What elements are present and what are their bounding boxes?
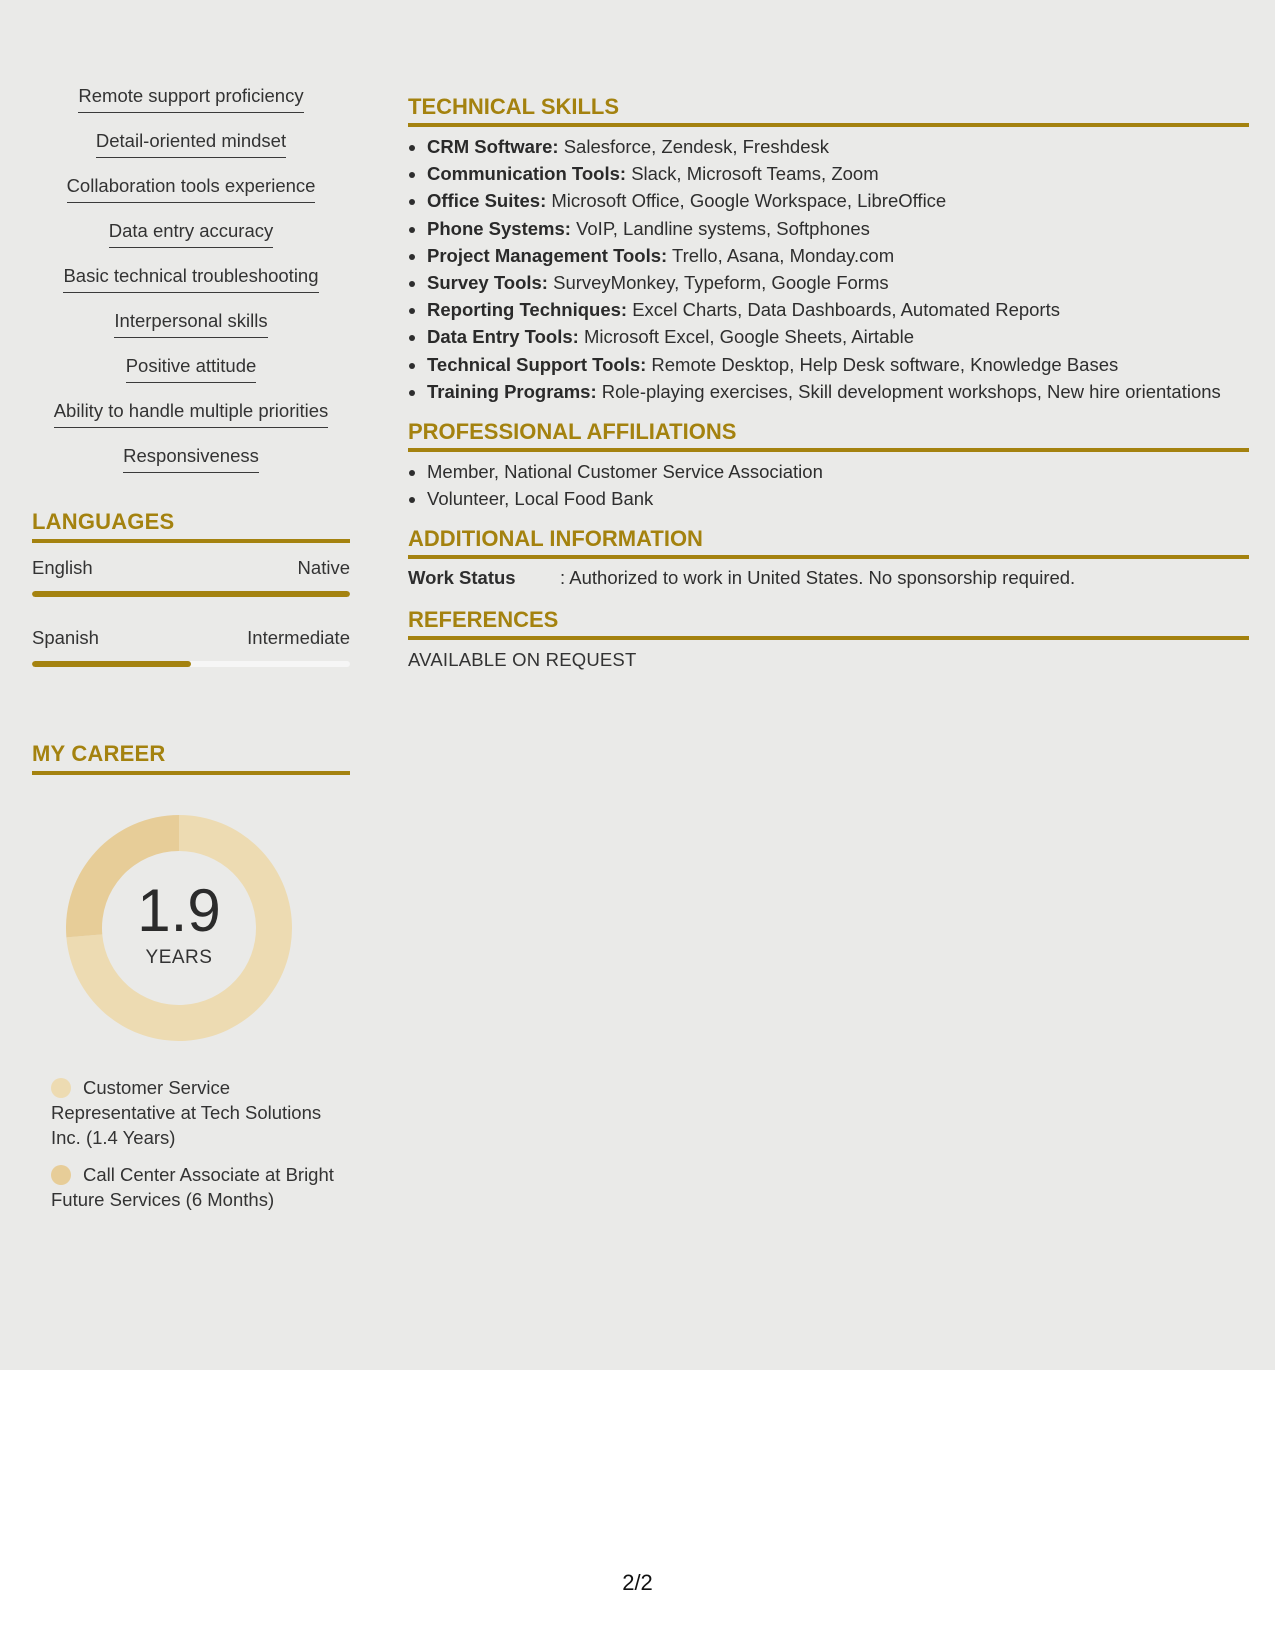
technical-skill-label: Survey Tools: xyxy=(427,272,548,294)
technical-skills-list xyxy=(408,133,1249,405)
language-level: Intermediate xyxy=(247,627,350,648)
affiliations-list xyxy=(408,458,1249,512)
legend-dot-icon xyxy=(51,1078,71,1098)
skill-item: Interpersonal skills xyxy=(32,309,350,354)
right-column xyxy=(408,94,1249,671)
languages-title: LANGUAGES xyxy=(32,509,350,543)
affiliations-title: PROFESSIONAL AFFILIATIONS xyxy=(408,419,1249,452)
technical-skill-value: Role-playing exercises, Skill development workshops, New hire orientations xyxy=(601,380,1221,402)
language-english xyxy=(32,557,350,597)
language-bar-fill xyxy=(32,591,350,597)
page-number: 2/2 xyxy=(622,1570,653,1595)
references-title: REFERENCES xyxy=(408,607,1249,640)
technical-skill-item xyxy=(427,296,1249,323)
technical-skill-label: Data Entry Tools: xyxy=(427,326,579,348)
language-bar xyxy=(32,591,350,597)
language-name: English xyxy=(32,557,93,578)
technical-skill-label: Reporting Techniques: xyxy=(427,299,628,321)
career-total-unit: YEARS xyxy=(145,947,213,968)
skill-item: Responsiveness xyxy=(32,444,350,489)
legend-dot-icon xyxy=(51,1165,71,1185)
career-donut-chart xyxy=(66,815,292,1041)
technical-skill-value: Microsoft Excel, Google Sheets, Airtable xyxy=(583,326,915,348)
affiliations-section xyxy=(408,419,1249,512)
technical-skill-value: Microsoft Office, Google Workspace, LibreOffice xyxy=(551,190,947,212)
technical-skill-label: Phone Systems: xyxy=(427,217,571,239)
languages-section xyxy=(32,509,350,667)
skill-item: Collaboration tools experience xyxy=(32,174,350,219)
technical-skill-value: Excel Charts, Data Dashboards, Automated Reports xyxy=(632,299,1060,321)
technical-skill-item xyxy=(427,242,1249,269)
soft-skills-list xyxy=(32,84,350,489)
technical-skill-label: Communication Tools: xyxy=(427,163,627,185)
technical-skill-item xyxy=(427,133,1249,160)
career-total-years: 1.9 xyxy=(137,877,221,944)
technical-skill-label: Technical Support Tools: xyxy=(427,353,647,375)
technical-skill-value: Remote Desktop, Help Desk software, Knowledge Bases xyxy=(651,353,1119,375)
skill-item: Basic technical troubleshooting xyxy=(32,264,350,309)
technical-skill-item xyxy=(427,351,1249,378)
technical-skill-value: SurveyMonkey, Typeform, Google Forms xyxy=(553,272,889,294)
affiliation-item: • Member, National Customer Service Association xyxy=(427,458,1249,485)
skill-item: Positive attitude xyxy=(32,354,350,399)
technical-skill-item xyxy=(427,378,1249,405)
technical-skill-item xyxy=(427,215,1249,242)
language-bar-fill xyxy=(32,661,191,667)
technical-skill-item xyxy=(427,160,1249,187)
language-name: Spanish xyxy=(32,627,99,648)
career-legend-item: Customer Service Representative at Tech Solutions Inc. (1.4 Years) xyxy=(51,1077,322,1148)
skill-item: Detail-oriented mindset xyxy=(32,129,350,174)
technical-skill-value: Slack, Microsoft Teams, Zoom xyxy=(631,163,879,185)
career-section xyxy=(32,741,350,1212)
language-level: Native xyxy=(297,557,350,578)
work-status-label: Work Status xyxy=(408,567,516,589)
additional-info-section xyxy=(408,526,1249,589)
skill-item: Remote support proficiency xyxy=(32,84,350,129)
technical-skill-value: Trello, Asana, Monday.com xyxy=(672,244,895,266)
work-status-row xyxy=(408,567,1249,589)
left-column xyxy=(32,84,350,1224)
references-text: AVAILABLE ON REQUEST xyxy=(408,649,637,671)
skill-item: Ability to handle multiple priorities xyxy=(32,399,350,444)
skill-item: Data entry accuracy xyxy=(32,219,350,264)
technical-skill-label: Office Suites: xyxy=(427,190,547,212)
technical-skill-label: Training Programs: xyxy=(427,380,597,402)
technical-skill-item xyxy=(427,187,1249,214)
additional-info-title: ADDITIONAL INFORMATION xyxy=(408,526,1249,559)
language-bar xyxy=(32,661,350,667)
career-legend-item: Call Center Associate at Bright Future Services (6 Months) xyxy=(51,1164,334,1210)
career-title: MY CAREER xyxy=(32,741,350,775)
technical-skill-label: Project Management Tools: xyxy=(427,244,668,266)
affiliation-item: • Volunteer, Local Food Bank xyxy=(427,485,1249,512)
technical-skills-section xyxy=(408,94,1249,405)
technical-skill-value: Salesforce, Zendesk, Freshdesk xyxy=(563,136,829,157)
technical-skill-item xyxy=(427,323,1249,350)
technical-skill-label: CRM Software: xyxy=(427,136,559,157)
references-section xyxy=(408,607,1249,671)
technical-skills-title: TECHNICAL SKILLS xyxy=(408,94,1249,127)
work-status-value: : Authorized to work in United States. No sponsorship required. xyxy=(560,567,1076,589)
technical-skill-item xyxy=(427,269,1249,296)
technical-skill-value: VoIP, Landline systems, Softphones xyxy=(576,217,870,239)
language-spanish xyxy=(32,627,350,667)
career-legend xyxy=(51,1075,341,1212)
